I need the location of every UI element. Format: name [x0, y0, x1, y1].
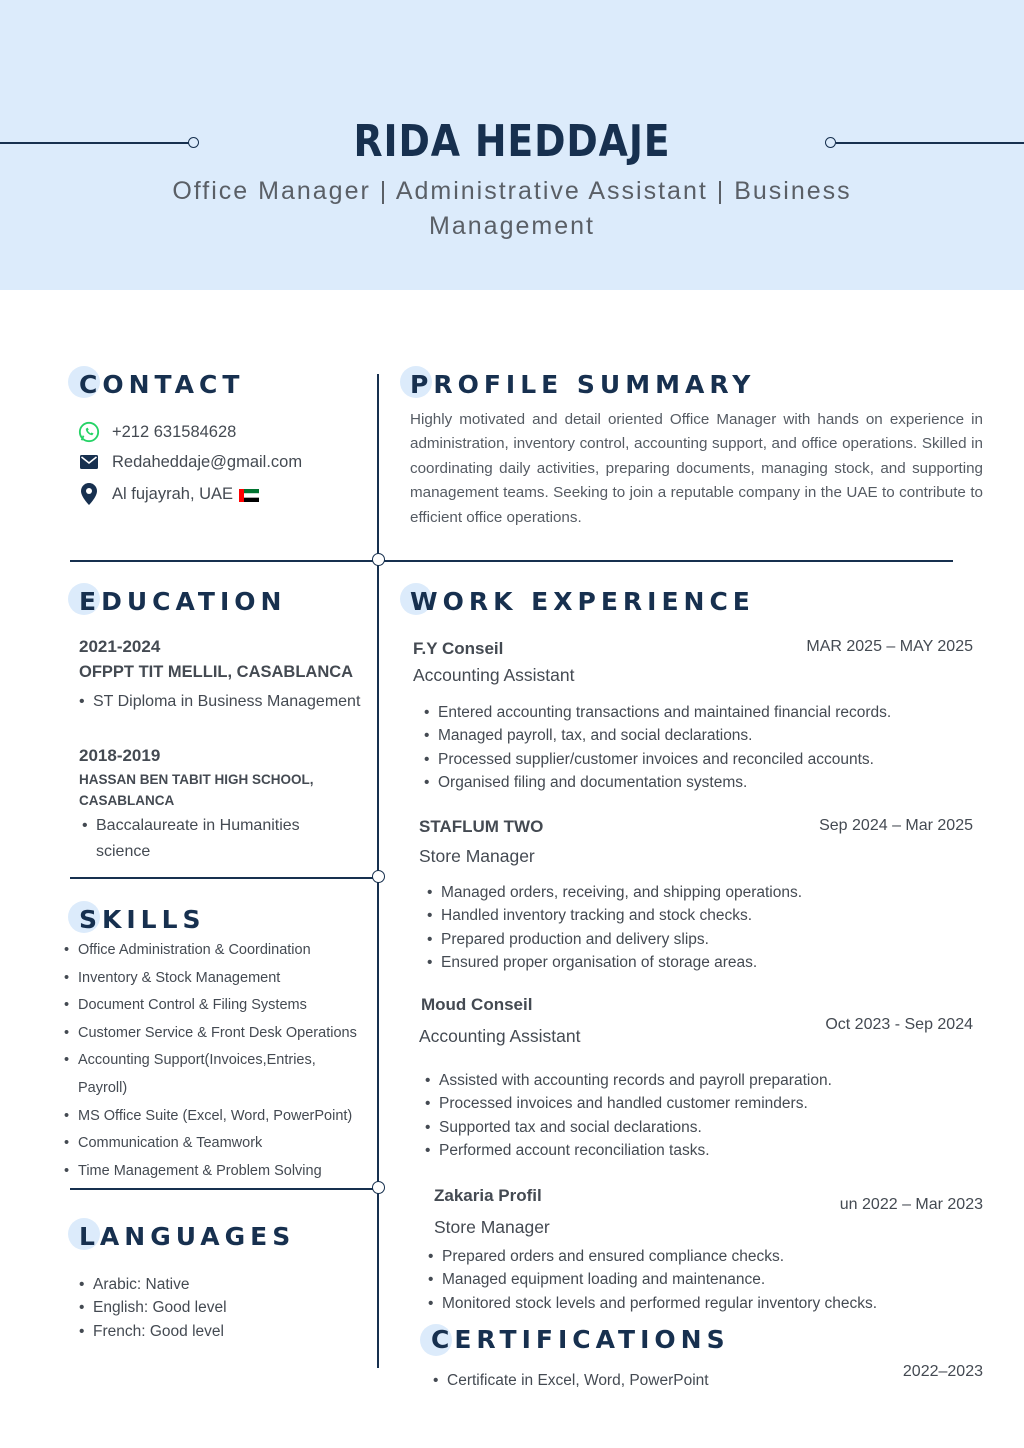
certifications-list [433, 1369, 833, 1392]
job-bullet: • Processed invoices and handled customer reminders. [425, 1092, 985, 1115]
separator-joint [372, 870, 385, 883]
skill-item: • Communication & Teamwork [64, 1130, 364, 1158]
skill-item: • Inventory & Stock Management [64, 965, 364, 993]
languages-list [79, 1273, 359, 1343]
contact-location-text: Al fujayrah, UAE [112, 484, 234, 503]
candidate-subtitle: Office Manager | Administrative Assistant | Business Management [172, 177, 852, 240]
job-bullet: • Processed supplier/customer invoices and reconciled accounts. [424, 748, 984, 771]
mail-icon [78, 451, 100, 473]
language-item: • English: Good level [79, 1296, 359, 1319]
job-bullet: • Entered accounting transactions and maintained financial records. [424, 701, 984, 724]
separator-education [70, 877, 378, 879]
summary-text: Highly motivated and detail oriented Office Manager with hands on experience in administration, inventory control, accounting support, and office operations. Skilled in coordinating daily activities, preparing documents, managing stock, and supporting management teams. Seeking to join a reputable company in the UAE to contribute to efficient office operations. [410, 411, 983, 526]
education-years: 2021-2024 [79, 637, 161, 656]
job-company: STAFLUM TWO [419, 817, 544, 836]
education-degree-list [82, 813, 332, 865]
education-degree: • Baccalaureate in Humanities science [82, 813, 332, 865]
certifications-heading: CERTIFICATIONS [431, 1325, 730, 1354]
candidate-name: RIDA HEDDAJE [353, 116, 671, 167]
skill-item: • Document Control & Filing Systems [64, 992, 364, 1020]
job-bullet: • Managed equipment loading and maintenance. [428, 1268, 988, 1291]
language-item: • Arabic: Native [79, 1273, 359, 1296]
job-bullet: • Performed account reconciliation tasks. [425, 1139, 985, 1162]
skill-item: • Accounting Support(Invoices,Entries, Payroll) [64, 1047, 338, 1102]
skills-list [64, 937, 364, 1185]
separator-skills [70, 1188, 378, 1190]
contact-phone-text: +212 631584628 [112, 422, 237, 441]
job-role: Store Manager [419, 846, 535, 866]
job-bullets [427, 881, 987, 974]
contact-heading: CONTACT [79, 370, 245, 399]
job-company: Zakaria Profil [434, 1186, 542, 1205]
skill-item: • MS Office Suite (Excel, Word, PowerPoint) [64, 1103, 364, 1131]
job-bullets [425, 1069, 985, 1162]
whatsapp-icon [78, 421, 100, 443]
contact-phone [78, 419, 236, 445]
education-years: 2018-2019 [79, 746, 161, 765]
work-heading: WORK EXPERIENCE [410, 587, 755, 616]
uae-flag-icon [239, 488, 259, 501]
education-degree: • ST Diploma in Business Management [79, 690, 379, 714]
separator-contact [70, 560, 953, 562]
skills-heading: SKILLS [79, 905, 206, 934]
job-role: Store Manager [434, 1217, 550, 1237]
job-bullet: • Ensured proper organisation of storage areas. [427, 951, 987, 974]
skill-item: • Office Administration & Coordination [64, 937, 364, 965]
map-pin-icon [78, 483, 100, 505]
job-dates: Oct 2023 - Sep 2024 [825, 1016, 973, 1033]
job-company: F.Y Conseil [413, 639, 504, 658]
education-degree-list [79, 690, 379, 714]
certification-item: • Certificate in Excel, Word, PowerPoint [433, 1369, 833, 1392]
job-role: Accounting Assistant [413, 665, 575, 685]
job-bullet: • Monitored stock levels and performed regular inventory checks. [428, 1292, 988, 1315]
skill-item: • Customer Service & Front Desk Operations [64, 1020, 364, 1048]
certification-years: 2022–2023 [902, 1363, 983, 1380]
education-school: HASSAN BEN TABIT HIGH SCHOOL, CASABLANCA [79, 772, 314, 808]
job-dates: Sep 2024 – Mar 2025 [819, 817, 973, 834]
job-bullet: • Assisted with accounting records and payroll preparation. [425, 1069, 985, 1092]
job-dates: un 2022 – Mar 2023 [839, 1196, 983, 1213]
job-role: Accounting Assistant [419, 1026, 581, 1046]
job-bullet: • Supported tax and social declarations. [425, 1116, 985, 1139]
job-bullet: • Organised filing and documentation systems. [424, 771, 984, 794]
skill-item: • Time Management & Problem Solving [64, 1158, 364, 1186]
summary-heading: PROFILE SUMMARY [410, 370, 756, 399]
job-company: Moud Conseil [421, 995, 533, 1014]
job-dates: MAR 2025 – MAY 2025 [806, 638, 973, 655]
contact-location [78, 481, 259, 507]
job-bullet: • Managed orders, receiving, and shipping operations. [427, 881, 987, 904]
separator-joint [372, 553, 385, 566]
job-bullets [424, 701, 984, 794]
job-bullet: • Handled inventory tracking and stock checks. [427, 904, 987, 927]
job-bullet: • Managed payroll, tax, and social declarations. [424, 724, 984, 747]
languages-heading: LANGUAGES [79, 1222, 296, 1251]
separator-joint [372, 1181, 385, 1194]
job-bullet: • Prepared production and delivery slips. [427, 928, 987, 951]
education-heading: EDUCATION [79, 587, 287, 616]
contact-email-text[interactable]: Redaheddaje@gmail.com [112, 452, 303, 471]
job-bullets [428, 1245, 988, 1315]
education-school: OFPPT TIT MELLIL, CASABLANCA [79, 663, 354, 681]
language-item: • French: Good level [79, 1320, 359, 1343]
job-bullet: • Prepared orders and ensured compliance checks. [428, 1245, 988, 1268]
contact-email[interactable] [78, 449, 302, 475]
